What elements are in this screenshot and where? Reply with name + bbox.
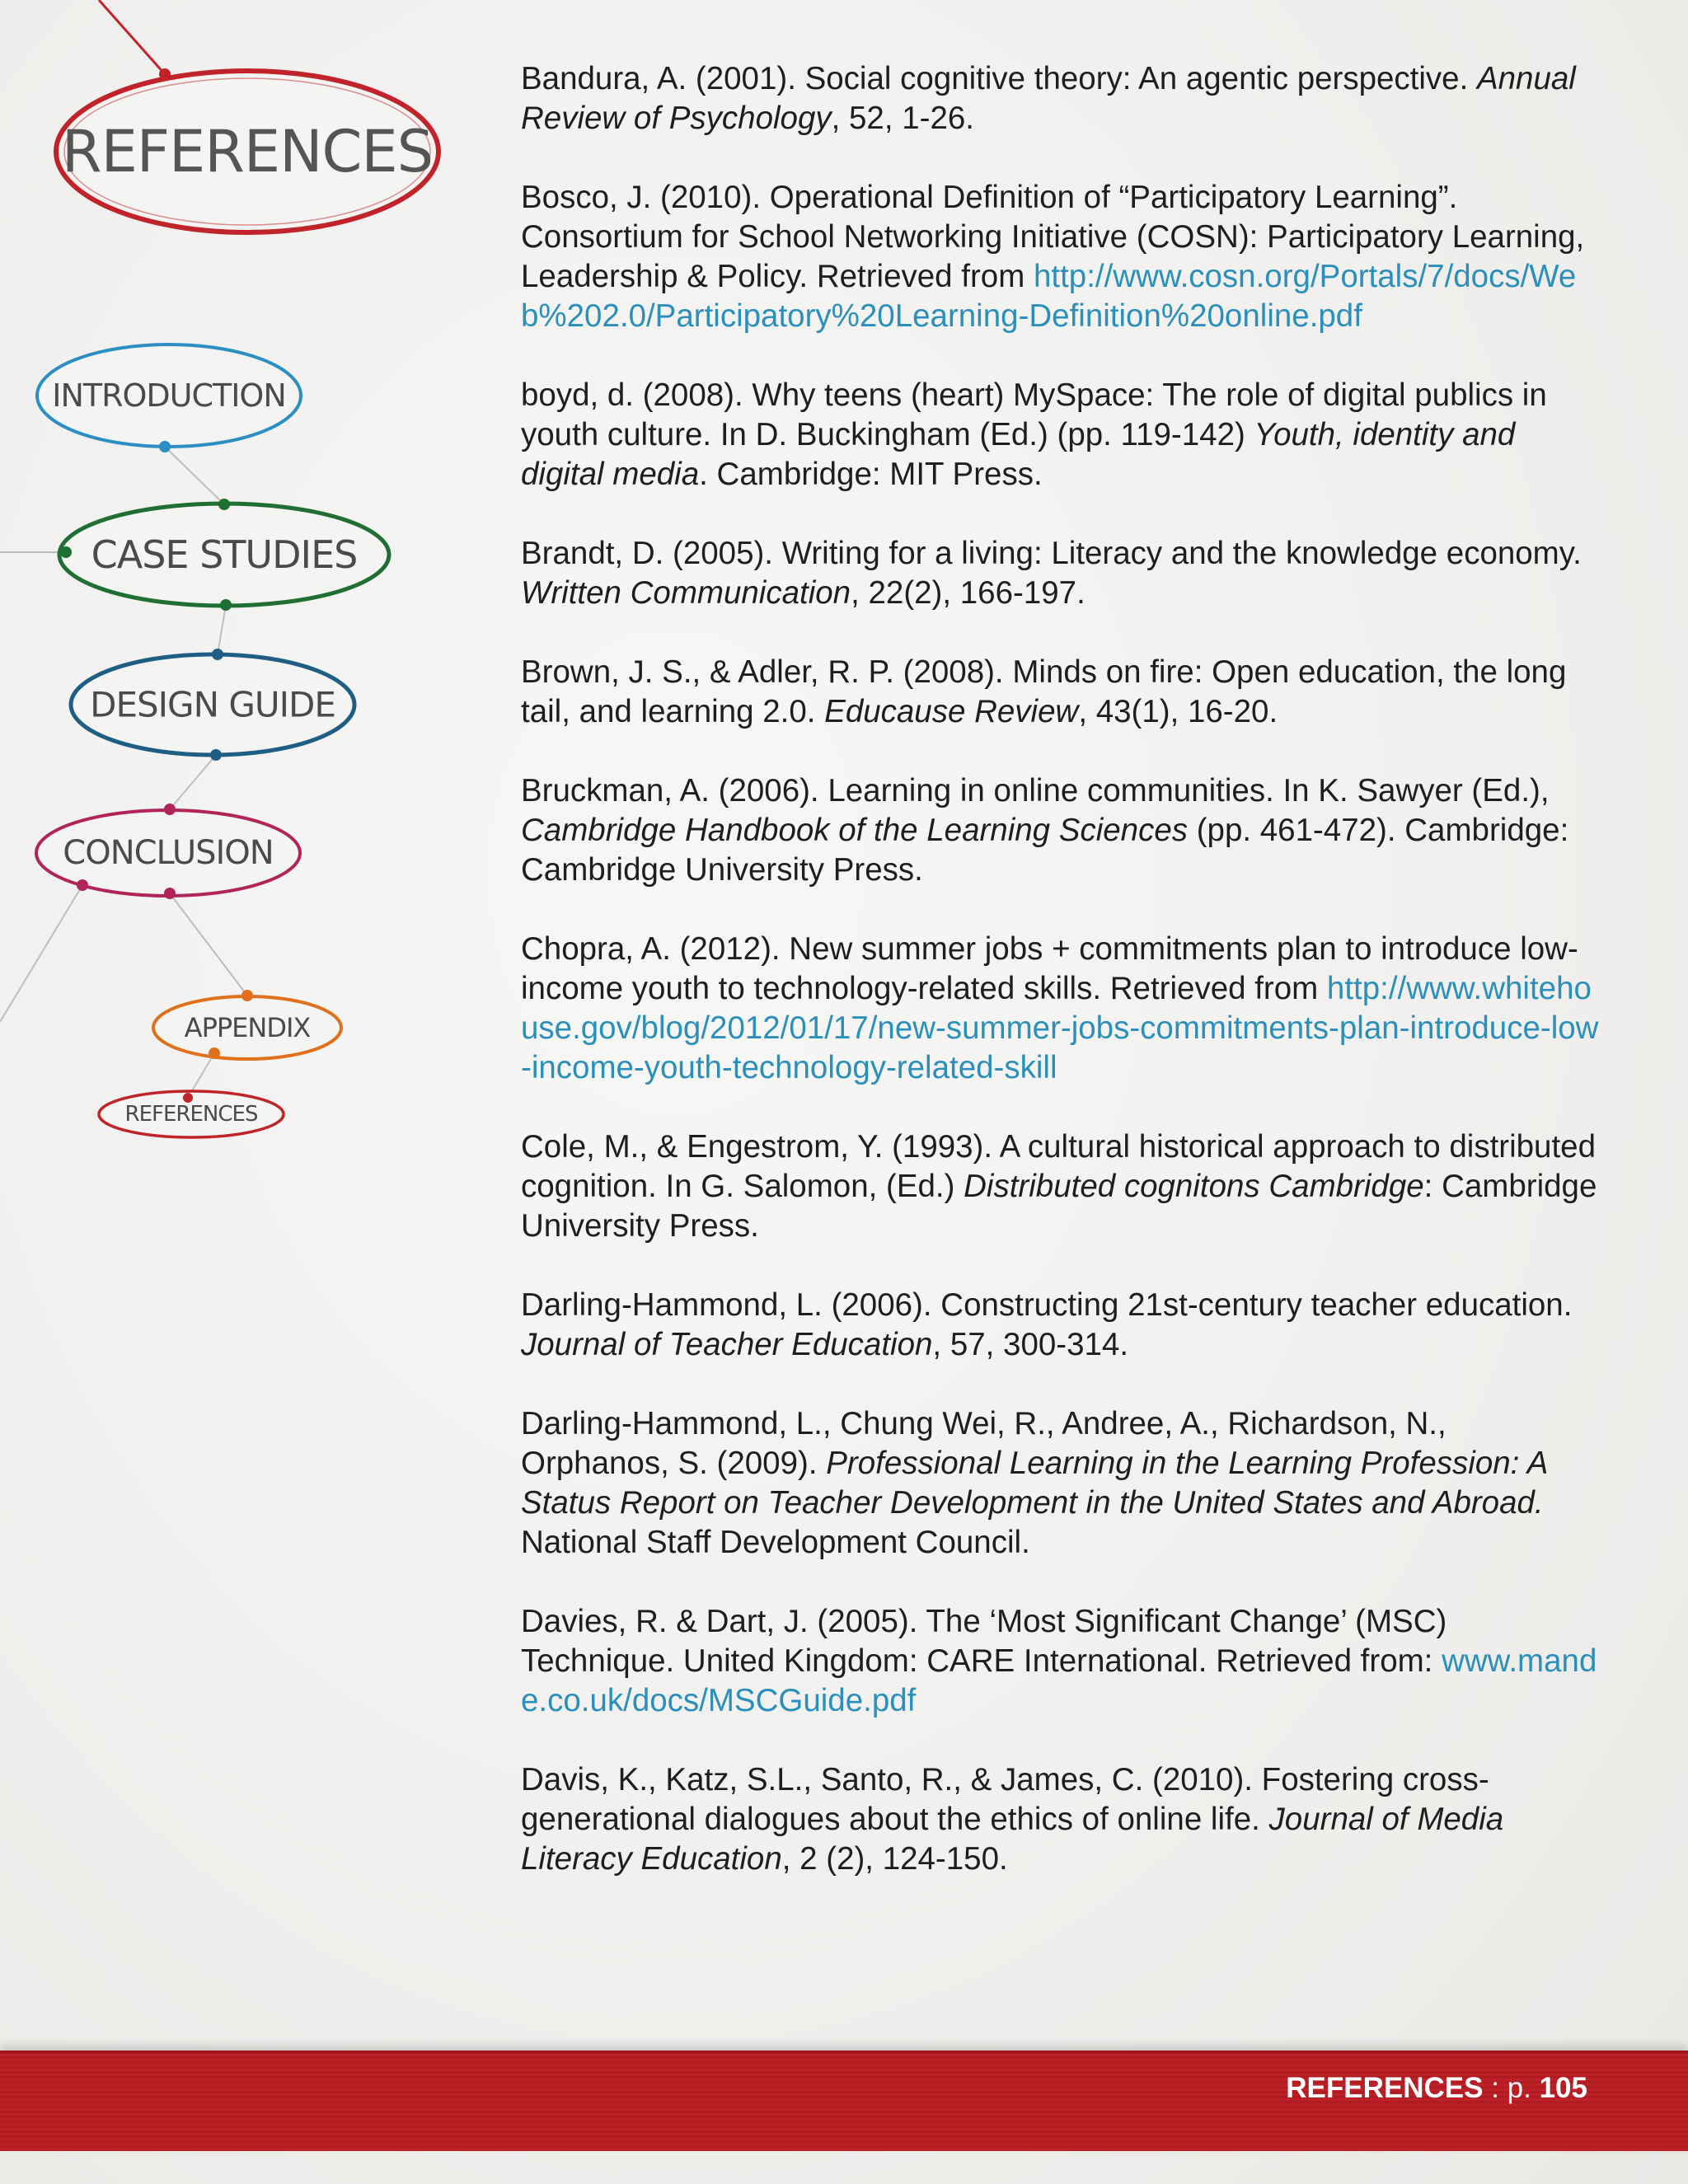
footer-section: REFERENCES	[1286, 2072, 1484, 2104]
page-number: 105	[1539, 2072, 1587, 2104]
reference-text: . Cambridge: MIT Press.	[699, 457, 1043, 492]
reference-entry	[521, 930, 1601, 1088]
reference-text: Davies, R. & Dart, J. (2005). The ‘Most Significant Change’ (MSC) Technique. United Kingdom: CARE International. Retrieved from:	[521, 1604, 1447, 1679]
reference-entry	[521, 1286, 1601, 1365]
reference-link[interactable]: http://www.cosn.org/Portals/7/docs/Web%202.0/Participatory%20Learning-Definition%20online.pdf	[521, 259, 1577, 334]
reference-text: Cole, M., & Engestrom, Y. (1993). A cultural historical approach to distributed cognition. In G. Salomon, (Ed.)	[521, 1129, 1596, 1204]
footer-separator: : p.	[1483, 2072, 1540, 2104]
reference-title-italic: Professional Learning in the Learning Profession: A Status Report on Teacher Development in the United States and Abroad.	[521, 1446, 1547, 1521]
reference-text: Darling-Hammond, L., Chung Wei, R., Andree, A., Richardson, N., Orphanos, S. (2009).	[521, 1406, 1447, 1481]
reference-text: : Cambridge University Press.	[521, 1169, 1597, 1244]
reference-title-italic: Cambridge Handbook of the Learning Sciences	[521, 813, 1189, 848]
nav-label-case-studies[interactable]: CASE STUDIES	[91, 532, 358, 577]
reference-link[interactable]: http://www.whitehouse.gov/blog/2012/01/17/new-summer-jobs-commitments-plan-introduce-low-income-youth-technology-related-skill	[521, 971, 1599, 1085]
reference-entry	[521, 653, 1601, 732]
reference-entry	[521, 59, 1601, 138]
reference-title-italic: Annual Review of Psychology	[521, 61, 1576, 136]
reference-entry	[521, 376, 1601, 494]
reference-title-italic: Distributed cognitons Cambridge	[964, 1169, 1424, 1204]
nav-label-conclusion[interactable]: CONCLUSION	[63, 834, 274, 872]
reference-text: Bruckman, A. (2006). Learning in online communities. In K. Sawyer (Ed.),	[521, 773, 1550, 808]
reference-entry	[521, 1404, 1601, 1563]
reference-text: Darling-Hammond, L. (2006). Constructing 21st-century teacher education.	[521, 1287, 1573, 1323]
reference-text: National Staff Development Council.	[521, 1525, 1030, 1560]
reference-text: Chopra, A. (2012). New summer jobs + commitments plan to introduce low-income youth to technology-related skills. Retrieved from	[521, 931, 1578, 1006]
reference-text: Bosco, J. (2010). Operational Definition of “Participatory Learning”. Consortium for School Networking Initiative (COSN): Participatory Learning, Leadership & Policy. Retrieved from	[521, 180, 1585, 294]
reference-text: , 22(2), 166-197.	[851, 575, 1085, 611]
reference-text: , 43(1), 16-20.	[1078, 694, 1278, 729]
reference-text: Brandt, D. (2005). Writing for a living: Literacy and the knowledge economy.	[521, 536, 1582, 571]
nav-label-appendix[interactable]: APPENDIX	[184, 1012, 311, 1043]
reference-entry	[521, 1127, 1601, 1246]
reference-text: , 52, 1-26.	[831, 101, 974, 136]
reference-title-italic: Youth, identity and digital media	[521, 417, 1516, 492]
reference-title-italic: Written Communication	[521, 575, 851, 611]
page-footer	[1286, 2072, 1587, 2105]
references-main-title: REFERENCES	[61, 118, 434, 185]
footer-bar	[0, 2050, 1688, 2151]
reference-title-italic: Journal of Media Literacy Education	[521, 1802, 1504, 1877]
reference-title-italic: Educause Review	[824, 694, 1079, 729]
reference-entry	[521, 1602, 1601, 1721]
reference-entry	[521, 771, 1601, 890]
reference-text: Bandura, A. (2001). Social cognitive theory: An agentic perspective.	[521, 61, 1477, 96]
reference-text: , 57, 300-314.	[932, 1327, 1129, 1362]
reference-list	[521, 59, 1601, 1919]
reference-text: Davis, K., Katz, S.L., Santo, R., & James, C. (2010). Fostering cross-generational dialogues about the ethics of online life.	[521, 1762, 1489, 1837]
nav-label-introduction[interactable]: INTRODUCTION	[52, 377, 286, 414]
reference-entry	[521, 1760, 1601, 1879]
reference-text: , 2 (2), 124-150.	[781, 1841, 1008, 1877]
reference-link[interactable]: www.mande.co.uk/docs/MSCGuide.pdf	[521, 1643, 1597, 1718]
reference-entry	[521, 534, 1601, 613]
nav-label-references[interactable]: REFERENCES	[124, 1102, 258, 1127]
reference-title-italic: Journal of Teacher Education	[521, 1327, 933, 1362]
reference-text: (pp. 461-472). Cambridge: Cambridge University Press.	[521, 813, 1569, 888]
reference-text: boyd, d. (2008). Why teens (heart) MySpace: The role of digital publics in youth culture. In D. Buckingham (Ed.) (pp. 119-142)	[521, 377, 1547, 452]
nav-label-design-guide[interactable]: DESIGN GUIDE	[90, 684, 335, 725]
reference-entry	[521, 178, 1601, 336]
reference-text: Brown, J. S., & Adler, R. P. (2008). Minds on fire: Open education, the long tail, and learning 2.0.	[521, 654, 1567, 729]
